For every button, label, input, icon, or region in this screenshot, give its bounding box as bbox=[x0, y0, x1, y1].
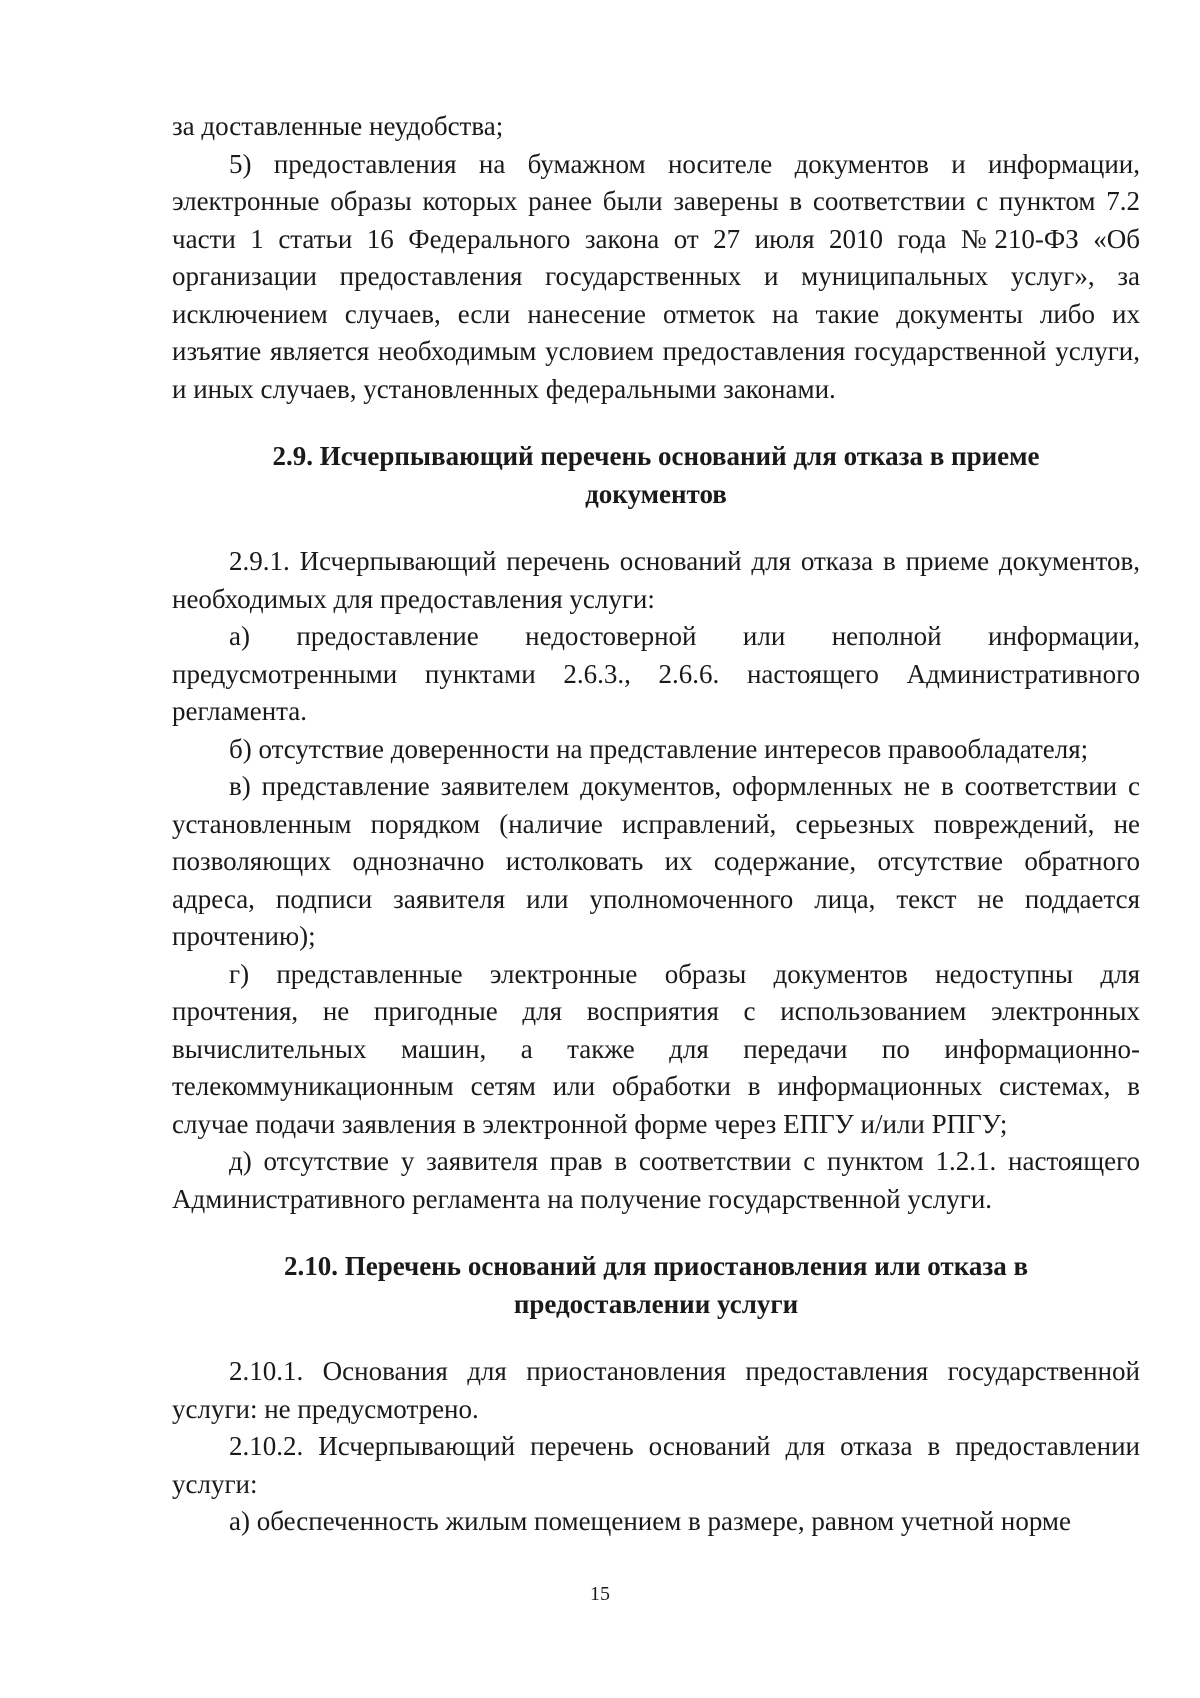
paragraph-2-9-1-a: а) предоставление недостоверной или неполной информации, предусмотренными пунктами 2.6.3., 2.6.6. настоящего Административного регламента. bbox=[172, 621, 1140, 726]
section-heading-2-9-line1: 2.9. Исчерпывающий перечень оснований для отказа в приеме bbox=[272, 441, 1040, 471]
paragraph-2-10-2-a: а) обеспеченность жилым помещением в размере, равном учетной норме bbox=[229, 1506, 1071, 1536]
paragraph-continuation: за доставленные неудобства; bbox=[172, 111, 504, 141]
section-heading-2-10-line2: предоставлении услуги bbox=[513, 1288, 799, 1319]
paragraph-2-10-2: 2.10.2. Исчерпывающий перечень оснований для отказа в предоставлении услуги: bbox=[172, 1431, 1140, 1499]
section-heading-2-9-line2: документов bbox=[585, 478, 727, 509]
paragraph-2-9-1-v: в) представление заявителем документов, оформленных не в соответствии с установленным порядком (наличие исправлений, серьезных повреждений, не позволяющих однозначно истолковать их содержание, отсутствие обратного адреса, подписи заявителя или уполномоченного лица, текст не поддается прочтению); bbox=[172, 771, 1140, 951]
paragraph-2-9-1-d: д) отсутствие у заявителя прав в соответствии с пунктом 1.2.1. настоящего Административного регламента на получение государственной услуги. bbox=[172, 1146, 1140, 1214]
document-page bbox=[172, 108, 1140, 1541]
paragraph-2-9-1-b: б) отсутствие доверенности на представление интересов правообладателя; bbox=[229, 733, 1089, 764]
page-number: 15 bbox=[590, 1583, 610, 1605]
section-heading-2-10 bbox=[172, 1248, 1140, 1323]
paragraph-item-5: 5) предоставления на бумажном носителе документов и информации, электронные образы которых ранее были заверены в соответствии с пунктом 7.2 части 1 статьи 16 Федерального закона от 27 июля 2010 года №210-ФЗ «Об организации предоставления государственных и муниципальных услуг», за исключением случаев, если нанесение отметок на такие документы либо их изъятие является необходимым условием предоставления государственной услуги, и иных случаев, установленных федеральными законами. bbox=[172, 148, 1140, 404]
section-heading-2-10-line1: 2.10. Перечень оснований для приостановления или отказа в bbox=[283, 1251, 1029, 1281]
paragraph-2-10-1: 2.10.1. Основания для приостановления предоставления государственной услуги: не предусмотрено. bbox=[172, 1356, 1140, 1424]
section-heading-2-9 bbox=[172, 438, 1140, 513]
paragraph-2-9-1: 2.9.1. Исчерпывающий перечень оснований для отказа в приеме документов, необходимых для предоставления услуги: bbox=[172, 546, 1140, 614]
paragraph-2-9-1-g: г) представленные электронные образы документов недоступны для прочтения, не пригодные для восприятия с использованием электронных вычислительных машин, а также для передачи по информационно-телекоммуникационным сетям или обработки в информационных системах, в случае подачи заявления в электронной форме через ЕПГУ и/или РПГУ; bbox=[172, 958, 1140, 1139]
